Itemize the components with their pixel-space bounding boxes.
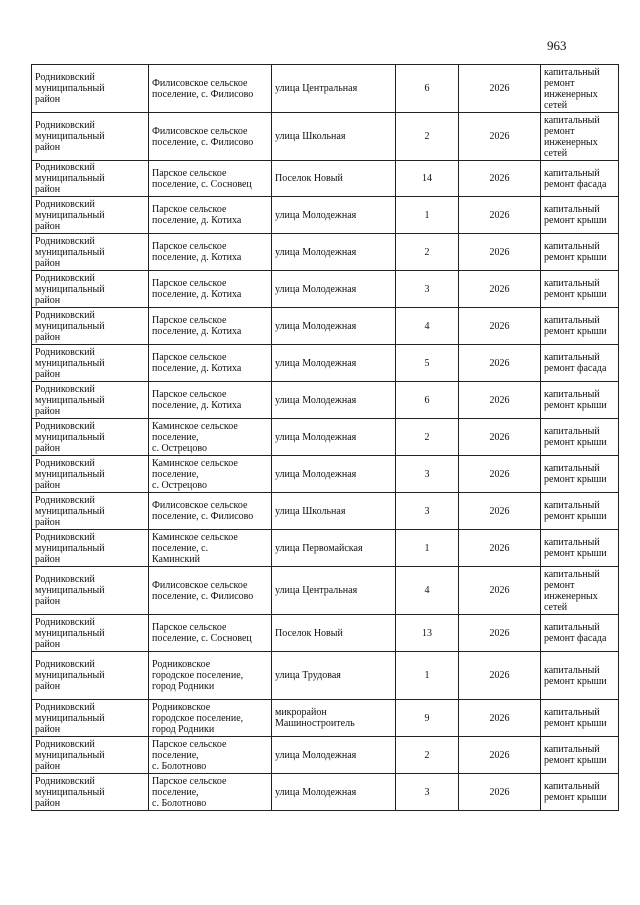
table-row bbox=[32, 456, 619, 493]
work-type-cell-text: капитальный ремонт крыши bbox=[544, 315, 607, 337]
work-type-cell bbox=[541, 197, 619, 234]
house-number-cell-text: 9 bbox=[424, 712, 430, 724]
year-cell bbox=[459, 652, 541, 700]
street-cell-text: улица Молодежная bbox=[275, 786, 357, 798]
house-number-cell-text: 3 bbox=[424, 505, 430, 517]
street-cell-text: улица Молодежная bbox=[275, 357, 357, 369]
street-cell-text: улица Центральная bbox=[275, 83, 358, 94]
work-type-cell-text: капитальный ремонт фасада bbox=[544, 622, 607, 644]
district-cell bbox=[32, 234, 149, 271]
table-row bbox=[32, 308, 619, 345]
district-cell-text: Родниковский муниципальный район bbox=[35, 531, 105, 565]
street-cell-text: улица Молодежная bbox=[275, 209, 357, 221]
table-row bbox=[32, 161, 619, 197]
street-cell-text: улица Центральная bbox=[275, 585, 358, 596]
house-number-cell bbox=[396, 345, 459, 382]
settlement-cell bbox=[149, 308, 272, 345]
table-row bbox=[32, 774, 619, 811]
year-cell bbox=[459, 774, 541, 811]
house-number-cell bbox=[396, 113, 459, 161]
work-type-cell bbox=[541, 271, 619, 308]
street-cell bbox=[272, 308, 396, 345]
work-type-cell bbox=[541, 493, 619, 530]
settlement-cell-text: Парское сельское поселение, д. Котиха bbox=[152, 352, 242, 374]
settlement-cell bbox=[149, 652, 272, 700]
work-type-cell bbox=[541, 234, 619, 271]
house-number-cell-text: 3 bbox=[424, 283, 430, 295]
district-cell-text: Родниковский муниципальный район bbox=[35, 272, 105, 306]
year-cell bbox=[459, 456, 541, 493]
district-cell-text: Родниковский муниципальный район bbox=[35, 457, 105, 491]
house-number-cell bbox=[396, 382, 459, 419]
house-number-cell bbox=[396, 161, 459, 197]
settlement-cell bbox=[149, 345, 272, 382]
district-cell-text: Родниковский муниципальный район bbox=[35, 775, 105, 809]
work-type-cell bbox=[541, 652, 619, 700]
work-type-cell bbox=[541, 530, 619, 567]
district-cell bbox=[32, 456, 149, 493]
house-number-cell-text: 1 bbox=[424, 209, 430, 221]
house-number-cell-text: 6 bbox=[424, 394, 430, 406]
street-cell bbox=[272, 615, 396, 652]
house-number-cell-text: 2 bbox=[424, 749, 430, 761]
street-cell bbox=[272, 234, 396, 271]
settlement-cell-text: Парское сельское поселение, д. Котиха bbox=[152, 315, 242, 337]
year-cell-text: 2026 bbox=[489, 627, 510, 639]
settlement-cell bbox=[149, 530, 272, 567]
street-cell-text: улица Молодежная bbox=[275, 749, 357, 761]
settlement-cell bbox=[149, 197, 272, 234]
year-cell-text: 2026 bbox=[489, 320, 510, 332]
house-number-cell bbox=[396, 65, 459, 113]
street-cell bbox=[272, 161, 396, 197]
table-row bbox=[32, 65, 619, 113]
street-cell bbox=[272, 567, 396, 615]
district-cell-text: Родниковский муниципальный район bbox=[35, 198, 105, 232]
street-cell bbox=[272, 113, 396, 161]
house-number-cell-text: 6 bbox=[424, 83, 430, 94]
year-cell bbox=[459, 345, 541, 382]
table-row bbox=[32, 737, 619, 774]
work-type-cell bbox=[541, 615, 619, 652]
settlement-cell-text: Парское сельское поселение, с. Болотново bbox=[152, 738, 227, 772]
house-number-cell bbox=[396, 700, 459, 737]
street-cell-text: улица Молодежная bbox=[275, 246, 357, 258]
district-cell-text: Родниковский муниципальный район bbox=[35, 309, 105, 343]
settlement-cell-text: Каминское сельское поселение, с. Каминский bbox=[152, 531, 238, 565]
table-row bbox=[32, 700, 619, 737]
house-number-cell bbox=[396, 197, 459, 234]
table-row bbox=[32, 615, 619, 652]
district-cell-text: Родниковский муниципальный район bbox=[35, 235, 105, 269]
settlement-cell bbox=[149, 456, 272, 493]
street-cell-text: улица Школьная bbox=[275, 131, 346, 142]
settlement-cell bbox=[149, 615, 272, 652]
work-type-cell bbox=[541, 161, 619, 197]
settlement-cell-text: Каминское сельское поселение, с. Острецово bbox=[152, 420, 238, 454]
year-cell bbox=[459, 161, 541, 197]
house-number-cell bbox=[396, 567, 459, 615]
settlement-cell bbox=[149, 419, 272, 456]
registry-rows bbox=[32, 65, 619, 811]
year-cell bbox=[459, 419, 541, 456]
street-cell-text: микрорайон Машиностроитель bbox=[275, 707, 355, 729]
district-cell bbox=[32, 161, 149, 197]
work-type-cell bbox=[541, 113, 619, 161]
work-type-cell bbox=[541, 700, 619, 737]
district-cell bbox=[32, 382, 149, 419]
work-type-cell-text: капитальный ремонт крыши bbox=[544, 707, 607, 729]
year-cell-text: 2026 bbox=[489, 585, 510, 596]
settlement-cell-text: Парское сельское поселение, д. Котиха bbox=[152, 389, 242, 411]
settlement-cell bbox=[149, 161, 272, 197]
district-cell-text: Родниковский муниципальный район bbox=[35, 738, 105, 772]
table-row bbox=[32, 530, 619, 567]
work-type-cell-text: капитальный ремонт крыши bbox=[544, 426, 607, 448]
district-cell-text: Родниковский муниципальный район bbox=[35, 120, 105, 153]
street-cell bbox=[272, 271, 396, 308]
year-cell bbox=[459, 234, 541, 271]
work-type-cell-text: капитальный ремонт фасада bbox=[544, 352, 607, 374]
house-number-cell bbox=[396, 774, 459, 811]
settlement-cell-text: Парское сельское поселение, с. Болотново bbox=[152, 775, 227, 809]
house-number-cell-text: 2 bbox=[424, 131, 430, 142]
settlement-cell-text: Филисовское сельское поселение, с. Филисово bbox=[152, 579, 254, 602]
table-row bbox=[32, 271, 619, 308]
street-cell bbox=[272, 493, 396, 530]
district-cell bbox=[32, 737, 149, 774]
year-cell bbox=[459, 567, 541, 615]
house-number-cell-text: 4 bbox=[424, 320, 430, 332]
work-type-cell bbox=[541, 737, 619, 774]
work-type-cell bbox=[541, 567, 619, 615]
district-cell bbox=[32, 652, 149, 700]
work-type-cell-text: капитальный ремонт крыши bbox=[544, 204, 607, 226]
repair-registry-table bbox=[31, 64, 619, 811]
year-cell-text: 2026 bbox=[489, 283, 510, 295]
year-cell bbox=[459, 113, 541, 161]
district-cell bbox=[32, 271, 149, 308]
street-cell-text: улица Молодежная bbox=[275, 468, 357, 480]
district-cell bbox=[32, 419, 149, 456]
district-cell-text: Родниковский муниципальный район bbox=[35, 494, 105, 528]
settlement-cell-text: Филисовское сельское поселение, с. Филисово bbox=[152, 77, 254, 100]
district-cell bbox=[32, 65, 149, 113]
street-cell bbox=[272, 65, 396, 113]
work-type-cell-text: капитальный ремонт крыши bbox=[544, 389, 607, 411]
house-number-cell bbox=[396, 493, 459, 530]
year-cell-text: 2026 bbox=[489, 712, 510, 724]
work-type-cell bbox=[541, 419, 619, 456]
table-row bbox=[32, 567, 619, 615]
work-type-cell bbox=[541, 456, 619, 493]
settlement-cell-text: Парское сельское поселение, д. Котиха bbox=[152, 278, 242, 300]
year-cell-text: 2026 bbox=[489, 431, 510, 443]
house-number-cell-text: 5 bbox=[424, 357, 430, 369]
house-number-cell bbox=[396, 456, 459, 493]
work-type-cell-text: капитальный ремонт крыши bbox=[544, 537, 607, 559]
house-number-cell-text: 4 bbox=[424, 585, 430, 596]
settlement-cell-text: Каминское сельское поселение, с. Острецово bbox=[152, 457, 238, 491]
house-number-cell bbox=[396, 615, 459, 652]
street-cell bbox=[272, 652, 396, 700]
work-type-cell bbox=[541, 382, 619, 419]
district-cell bbox=[32, 493, 149, 530]
settlement-cell-text: Парское сельское поселение, с. Сосновец bbox=[152, 622, 252, 644]
street-cell-text: улица Молодежная bbox=[275, 431, 357, 443]
district-cell bbox=[32, 197, 149, 234]
settlement-cell-text: Филисовское сельское поселение, с. Филисово bbox=[152, 500, 254, 522]
settlement-cell-text: Парское сельское поселение, д. Котиха bbox=[152, 204, 242, 226]
house-number-cell-text: 13 bbox=[422, 627, 432, 639]
house-number-cell bbox=[396, 308, 459, 345]
page-number: 963 bbox=[547, 38, 567, 53]
table-row bbox=[32, 113, 619, 161]
work-type-cell-text: капитальный ремонт крыши bbox=[544, 278, 607, 300]
year-cell-text: 2026 bbox=[489, 209, 510, 221]
table-row bbox=[32, 197, 619, 234]
street-cell bbox=[272, 530, 396, 567]
house-number-cell-text: 2 bbox=[424, 246, 430, 258]
house-number-cell-text: 1 bbox=[424, 542, 430, 554]
street-cell bbox=[272, 345, 396, 382]
year-cell-text: 2026 bbox=[489, 173, 510, 184]
table-row bbox=[32, 345, 619, 382]
year-cell-text: 2026 bbox=[489, 357, 510, 369]
settlement-cell bbox=[149, 774, 272, 811]
settlement-cell-text: Филисовское сельское поселение, с. Филисово bbox=[152, 125, 254, 148]
work-type-cell bbox=[541, 345, 619, 382]
district-cell-text: Родниковский муниципальный район bbox=[35, 701, 105, 735]
settlement-cell bbox=[149, 65, 272, 113]
street-cell bbox=[272, 197, 396, 234]
year-cell-text: 2026 bbox=[489, 83, 510, 94]
house-number-cell bbox=[396, 737, 459, 774]
table-row bbox=[32, 419, 619, 456]
house-number-cell bbox=[396, 271, 459, 308]
year-cell-text: 2026 bbox=[489, 131, 510, 142]
table-row bbox=[32, 493, 619, 530]
year-cell-text: 2026 bbox=[489, 505, 510, 517]
street-cell-text: Поселок Новый bbox=[275, 627, 343, 639]
district-cell-text: Родниковский муниципальный район bbox=[35, 383, 105, 417]
house-number-cell bbox=[396, 652, 459, 700]
year-cell-text: 2026 bbox=[489, 246, 510, 258]
work-type-cell-text: капитальный ремонт инженерных сетей bbox=[544, 114, 600, 159]
year-cell-text: 2026 bbox=[489, 542, 510, 554]
street-cell bbox=[272, 382, 396, 419]
year-cell bbox=[459, 615, 541, 652]
street-cell bbox=[272, 737, 396, 774]
house-number-cell-text: 1 bbox=[424, 670, 430, 681]
year-cell bbox=[459, 271, 541, 308]
settlement-cell bbox=[149, 382, 272, 419]
work-type-cell bbox=[541, 308, 619, 345]
street-cell bbox=[272, 774, 396, 811]
work-type-cell-text: капитальный ремонт крыши bbox=[544, 781, 607, 803]
district-cell bbox=[32, 615, 149, 652]
house-number-cell-text: 2 bbox=[424, 431, 430, 443]
street-cell-text: улица Школьная bbox=[275, 505, 346, 517]
year-cell-text: 2026 bbox=[489, 394, 510, 406]
table-row bbox=[32, 234, 619, 271]
house-number-cell-text: 3 bbox=[424, 786, 430, 798]
work-type-cell-text: капитальный ремонт фасада bbox=[544, 167, 607, 190]
house-number-cell bbox=[396, 419, 459, 456]
district-cell-text: Родниковский муниципальный район bbox=[35, 72, 105, 105]
house-number-cell-text: 14 bbox=[422, 173, 432, 184]
year-cell bbox=[459, 65, 541, 113]
district-cell bbox=[32, 700, 149, 737]
settlement-cell-text: Родниковское городское поселение, город Родники bbox=[152, 659, 244, 692]
house-number-cell-text: 3 bbox=[424, 468, 430, 480]
table-row bbox=[32, 382, 619, 419]
district-cell bbox=[32, 567, 149, 615]
year-cell-text: 2026 bbox=[489, 786, 510, 798]
settlement-cell bbox=[149, 737, 272, 774]
district-cell-text: Родниковский муниципальный район bbox=[35, 616, 105, 650]
street-cell-text: улица Молодежная bbox=[275, 320, 357, 332]
work-type-cell-text: капитальный ремонт крыши bbox=[544, 241, 607, 263]
work-type-cell-text: капитальный ремонт крыши bbox=[544, 744, 607, 766]
work-type-cell-text: капитальный ремонт инженерных сетей bbox=[544, 66, 600, 111]
settlement-cell bbox=[149, 234, 272, 271]
settlement-cell bbox=[149, 700, 272, 737]
year-cell bbox=[459, 308, 541, 345]
district-cell bbox=[32, 308, 149, 345]
district-cell bbox=[32, 774, 149, 811]
house-number-cell bbox=[396, 234, 459, 271]
year-cell bbox=[459, 493, 541, 530]
year-cell-text: 2026 bbox=[489, 670, 510, 681]
year-cell bbox=[459, 700, 541, 737]
year-cell-text: 2026 bbox=[489, 749, 510, 761]
settlement-cell-text: Парское сельское поселение, с. Сосновец bbox=[152, 167, 252, 190]
district-cell-text: Родниковский муниципальный район bbox=[35, 574, 105, 607]
work-type-cell-text: капитальный ремонт крыши bbox=[544, 500, 607, 522]
street-cell bbox=[272, 419, 396, 456]
district-cell-text: Родниковский муниципальный район bbox=[35, 659, 105, 692]
street-cell-text: улица Трудовая bbox=[275, 670, 341, 681]
district-cell-text: Родниковский муниципальный район bbox=[35, 420, 105, 454]
street-cell-text: Поселок Новый bbox=[275, 173, 343, 184]
year-cell bbox=[459, 530, 541, 567]
settlement-cell bbox=[149, 567, 272, 615]
district-cell-text: Родниковский муниципальный район bbox=[35, 346, 105, 380]
year-cell bbox=[459, 197, 541, 234]
district-cell bbox=[32, 345, 149, 382]
work-type-cell-text: капитальный ремонт инженерных сетей bbox=[544, 568, 600, 613]
settlement-cell-text: Парское сельское поселение, д. Котиха bbox=[152, 241, 242, 263]
work-type-cell bbox=[541, 774, 619, 811]
work-type-cell-text: капитальный ремонт крыши bbox=[544, 463, 607, 485]
settlement-cell bbox=[149, 113, 272, 161]
settlement-cell bbox=[149, 271, 272, 308]
settlement-cell-text: Родниковское городское поселение, город Родники bbox=[152, 701, 244, 735]
year-cell bbox=[459, 382, 541, 419]
district-cell bbox=[32, 113, 149, 161]
street-cell-text: улица Молодежная bbox=[275, 394, 357, 406]
street-cell bbox=[272, 700, 396, 737]
work-type-cell bbox=[541, 65, 619, 113]
street-cell-text: улица Первомайская bbox=[275, 542, 363, 554]
table-row bbox=[32, 652, 619, 700]
street-cell bbox=[272, 456, 396, 493]
district-cell bbox=[32, 530, 149, 567]
street-cell-text: улица Молодежная bbox=[275, 283, 357, 295]
house-number-cell bbox=[396, 530, 459, 567]
district-cell-text: Родниковский муниципальный район bbox=[35, 162, 105, 195]
work-type-cell-text: капитальный ремонт крыши bbox=[544, 664, 607, 687]
year-cell-text: 2026 bbox=[489, 468, 510, 480]
year-cell bbox=[459, 737, 541, 774]
settlement-cell bbox=[149, 493, 272, 530]
